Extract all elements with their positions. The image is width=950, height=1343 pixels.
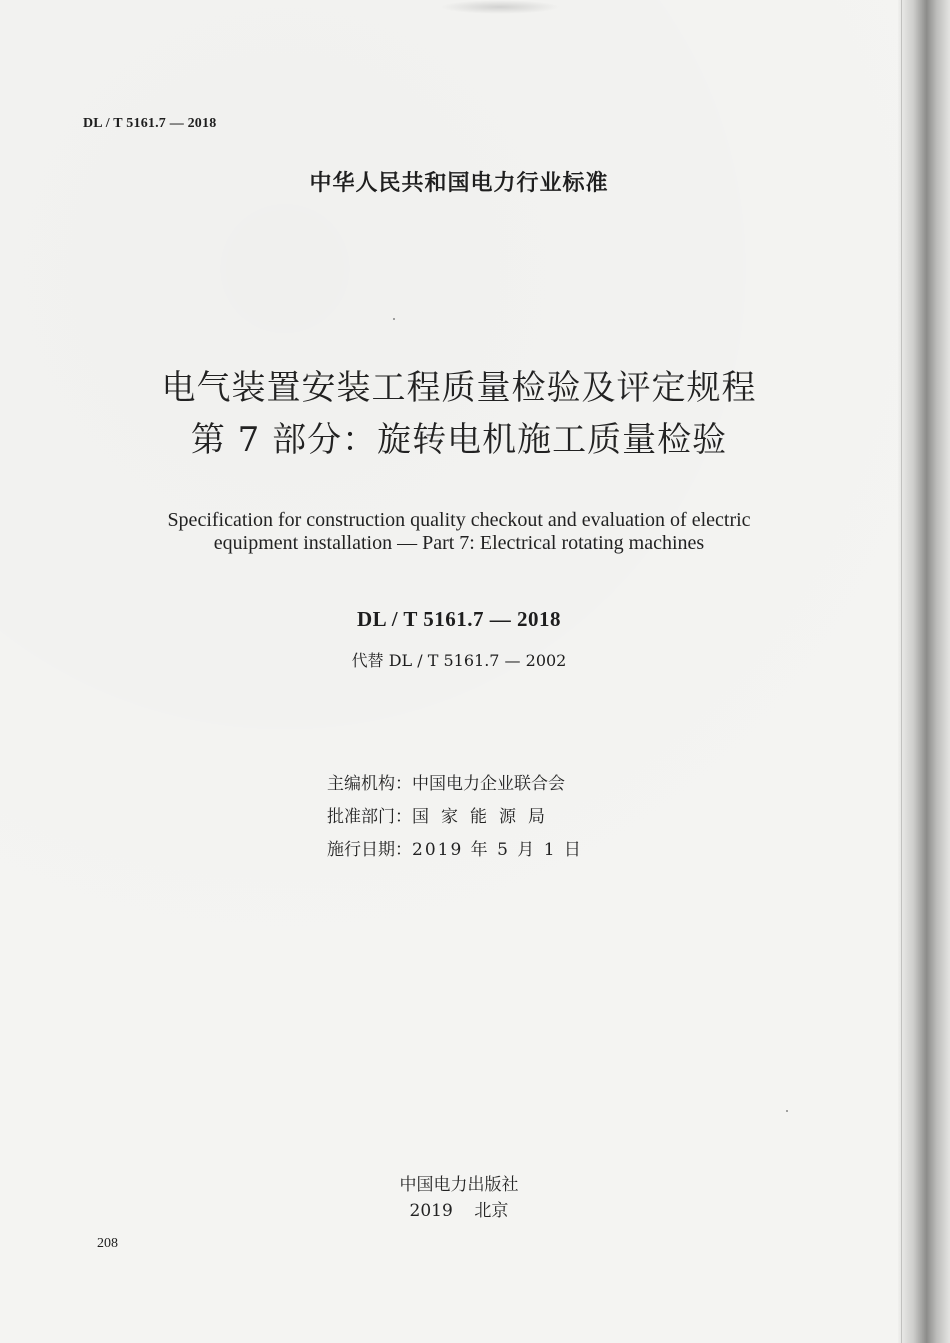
page-number: 208 <box>97 1236 118 1251</box>
scan-page-edge <box>898 0 950 1343</box>
header-standard-code: DL / T 5161.7 — 2018 <box>83 116 217 131</box>
approver-label: 批准部门： <box>327 807 412 827</box>
effective-date-label: 施行日期： <box>327 840 412 860</box>
industry-standard-heading: 中华人民共和国电力行业标准 <box>309 171 609 196</box>
effective-date-value: 2019 年 5 月 1 日 <box>412 840 583 860</box>
english-title-line-2: equipment installation — Part 7: Electrical rotating machines <box>213 532 705 554</box>
issuance-info <box>327 768 583 867</box>
scan-edge-line <box>901 0 902 1343</box>
main-title-line-1: 电气装置安装工程质量检验及评定规程 <box>161 368 757 408</box>
publisher-block <box>0 1172 918 1224</box>
scan-speck <box>786 1110 788 1112</box>
replaces-standard: 代替 DL / T 5161.7 — 2002 <box>351 651 567 670</box>
editor-row <box>327 768 583 801</box>
scan-speck <box>393 318 395 320</box>
main-title-line-2: 第 7 部分：旋转电机施工质量检验 <box>190 420 728 460</box>
effective-date-row <box>327 834 583 867</box>
editor-value: 中国电力企业联合会 <box>412 774 565 794</box>
editor-label: 主编机构： <box>327 774 412 794</box>
english-title-line-1: Specification for construction quality checkout and evaluation of electric <box>167 509 751 531</box>
publisher-year-place: 2019 北京 <box>409 1201 509 1221</box>
approver-row <box>327 801 583 834</box>
approver-value: 国家能源局 <box>412 807 557 827</box>
scan-smudge <box>440 0 560 14</box>
standard-code: DL / T 5161.7 — 2018 <box>356 607 562 631</box>
publisher-name: 中国电力出版社 <box>399 1175 519 1195</box>
